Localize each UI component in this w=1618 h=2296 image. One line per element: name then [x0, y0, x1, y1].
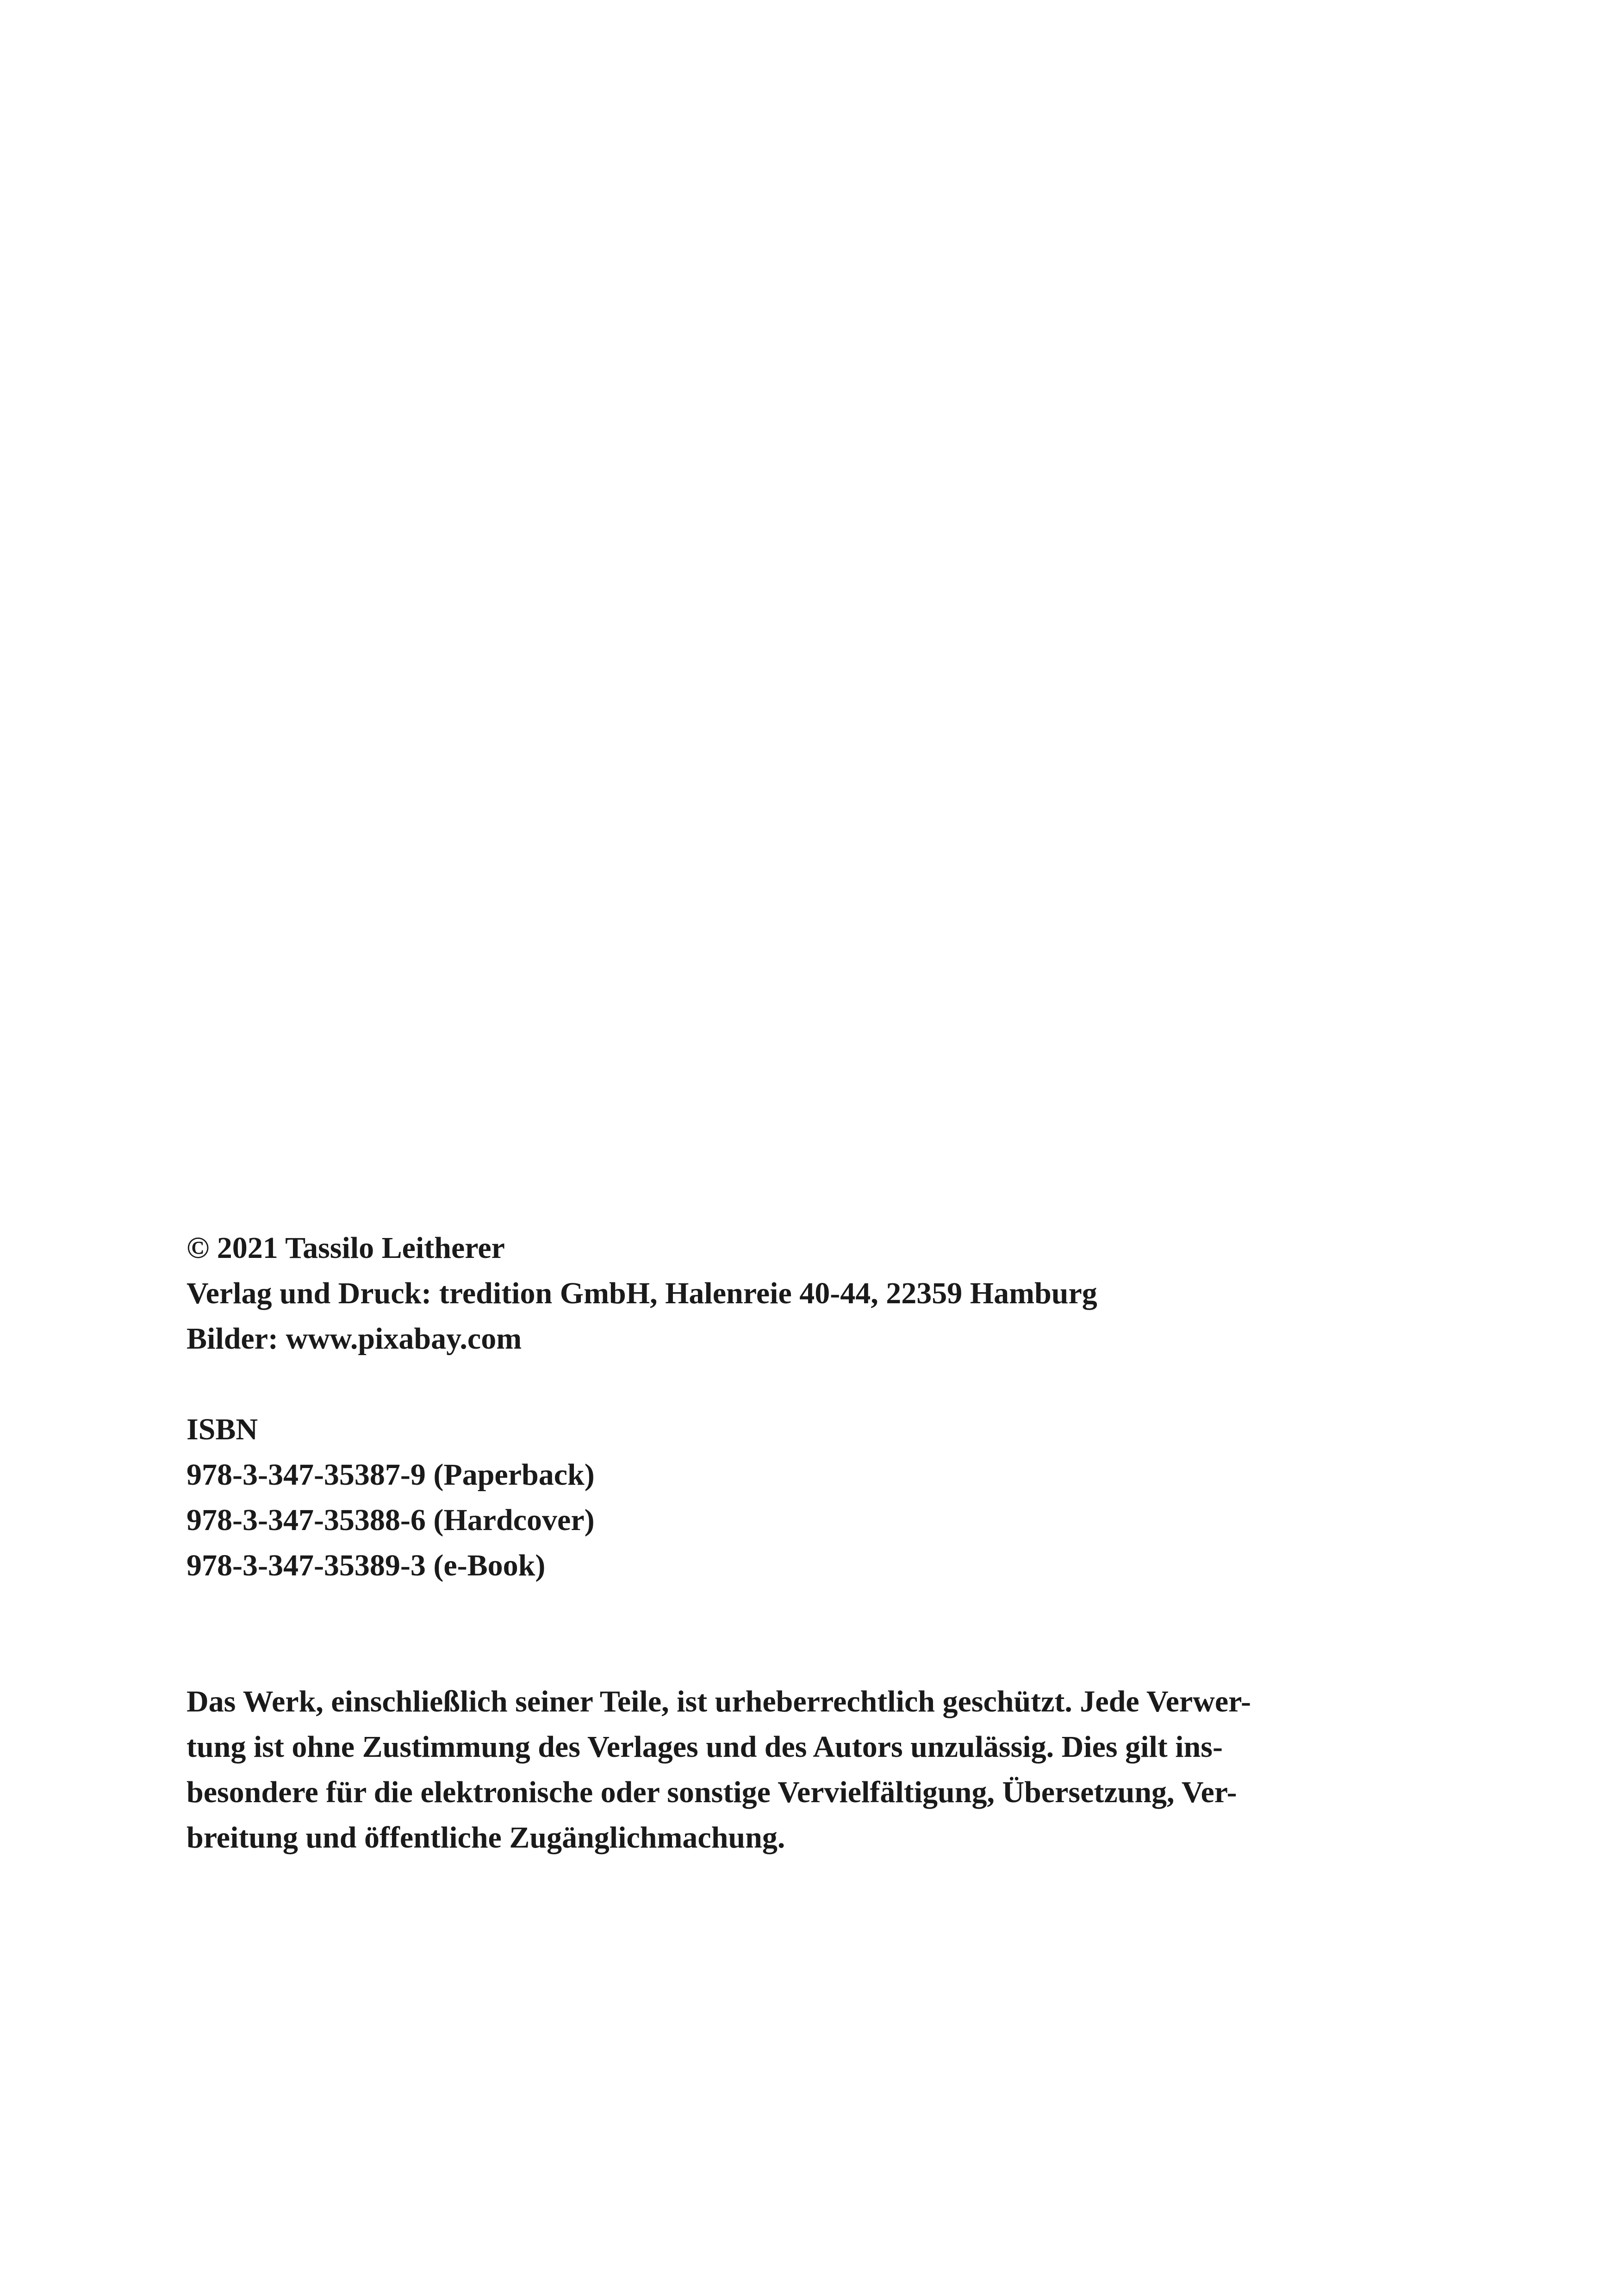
legal-notice-line: besondere für die elektronische oder sonstige Vervielfältigung, Übersetzung, Ver-	[187, 1775, 1237, 1809]
publisher-block	[187, 1271, 1445, 1362]
copyright-line: © 2021 Tassilo Leitherer	[187, 1231, 505, 1265]
isbn-heading: ISBN	[187, 1412, 258, 1446]
legal-notice-line: tung ist ohne Zustimmung des Verlages und des Autors unzulässig. Dies gilt ins-	[187, 1730, 1223, 1764]
legal-notice-line: Das Werk, einschließlich seiner Teile, ist urheberrechtlich geschützt. Jede Verwer-	[187, 1685, 1251, 1718]
legal-notice	[187, 1679, 1445, 1860]
legal-notice-line: breitung und öffentliche Zugänglichmachung.	[187, 1821, 785, 1854]
isbn-hardcover: 978-3-347-35388-6 (Hardcover)	[187, 1503, 595, 1537]
isbn-ebook: 978-3-347-35389-3 (e-Book)	[187, 1549, 546, 1582]
imprint-block	[187, 1226, 1445, 1860]
publisher-line: Verlag und Druck: tredition GmbH, Halenreie 40-44, 22359 Hamburg	[187, 1276, 1097, 1310]
isbn-paperback: 978-3-347-35387-9 (Paperback)	[187, 1458, 595, 1492]
isbn-block	[187, 1407, 1445, 1588]
image-credit-line: Bilder: www.pixabay.com	[187, 1322, 522, 1356]
